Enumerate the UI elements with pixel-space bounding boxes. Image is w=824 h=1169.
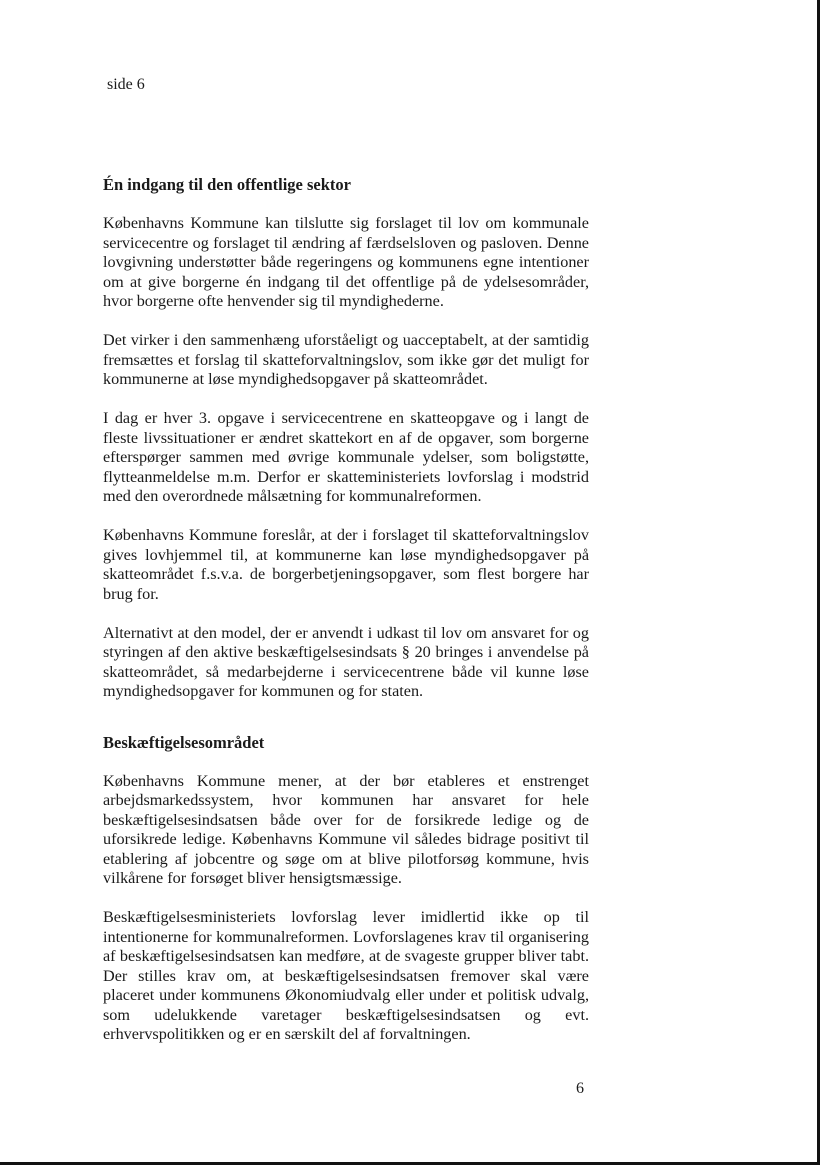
paragraph: Beskæftigelsesministeriets lovforslag lever imidlertid ikke op til intentionerne for kommunalreformen. Lovforslagenes krav til organisering af beskæftigelsesindsatsen kan medføre, at de svageste grupper bliver tabt. Der stilles krav om, at beskæftigelsesindsatsen fremover skal være placeret under kommunens Økonomiudvalg eller under et politisk udvalg, som udelukkende varetager beskæftigelsesindsatsen og evt. erhvervspolitikken og er en særskilt del af forvaltningen.: [103, 908, 589, 1043]
page-number: 6: [576, 1080, 584, 1097]
section-en-indgang: [103, 175, 589, 702]
paragraph: Københavns Kommune kan tilslutte sig forslaget til lov om kommunale servicecentre og forslaget til ændring af færdselsloven og pasloven. Denne lovgivning understøtter både regeringens og kommunens egne intentioner om at give borgerne én indgang til det offentlige på de ydelsesområder, hvor borgerne ofte henvender sig til myndighederne.: [103, 214, 589, 310]
section-heading: Én indgang til den offentlige sektor: [103, 175, 351, 194]
paragraph: Københavns Kommune foreslår, at der i forslaget til skatteforvaltningslov gives lovhjemmel til, at kommunerne kan løse myndighedsopgaver på skatteområdet f.s.v.a. de borgerbetjeningsopgaver, som flest borgere har brug for.: [103, 526, 589, 603]
section-beskaeftigelse: [103, 733, 589, 1045]
paragraph: Det virker i den sammenhæng uforståeligt og uacceptabelt, at der samtidig fremsættes et forslag til skatteforvaltningslov, som ikke gør det muligt for kommunerne at løse myndighedsopgaver på skatteområdet.: [103, 331, 589, 388]
paragraph: Københavns Kommune mener, at der bør etableres et enstrenget arbejdsmarkedssystem, hvor kommunen har ansvaret for hele beskæftigelsesindsatsen både over for de forsikrede ledige og de uforsikrede ledige. Københavns Kommune vil således bidrage positivt til etablering af jobcentre og søge om at blive pilotforsøg kommune, hvis vilkårene for forsøget bliver hensigtsmæssige.: [103, 771, 589, 887]
section-heading: Beskæftigelsesområdet: [103, 732, 265, 752]
paragraph: I dag er hver 3. opgave i servicecentrene en skatteopgave og i langt de fleste livssituationer er ændret skattekort en af de opgaver, som borgerne efterspørger sammen med øvrige kommunale ydelser, som boligstøtte, flytteanmeldelse m.m. Derfor er skatteministeriets lovforslag i modstrid med den overordnede målsætning for kommunalreformen.: [103, 409, 589, 505]
page-header: side 6: [107, 76, 145, 93]
page-content: [103, 175, 589, 1064]
paragraph: Alternativt at den model, der er anvendt i udkast til lov om ansvaret for og styringen af den aktive beskæftigelsesindsats § 20 bringes i anvendelse på skatteområdet, så medarbejderne i servicecentrene både vil kunne løse myndighedsopgaver for kommunen og for staten.: [103, 623, 589, 700]
